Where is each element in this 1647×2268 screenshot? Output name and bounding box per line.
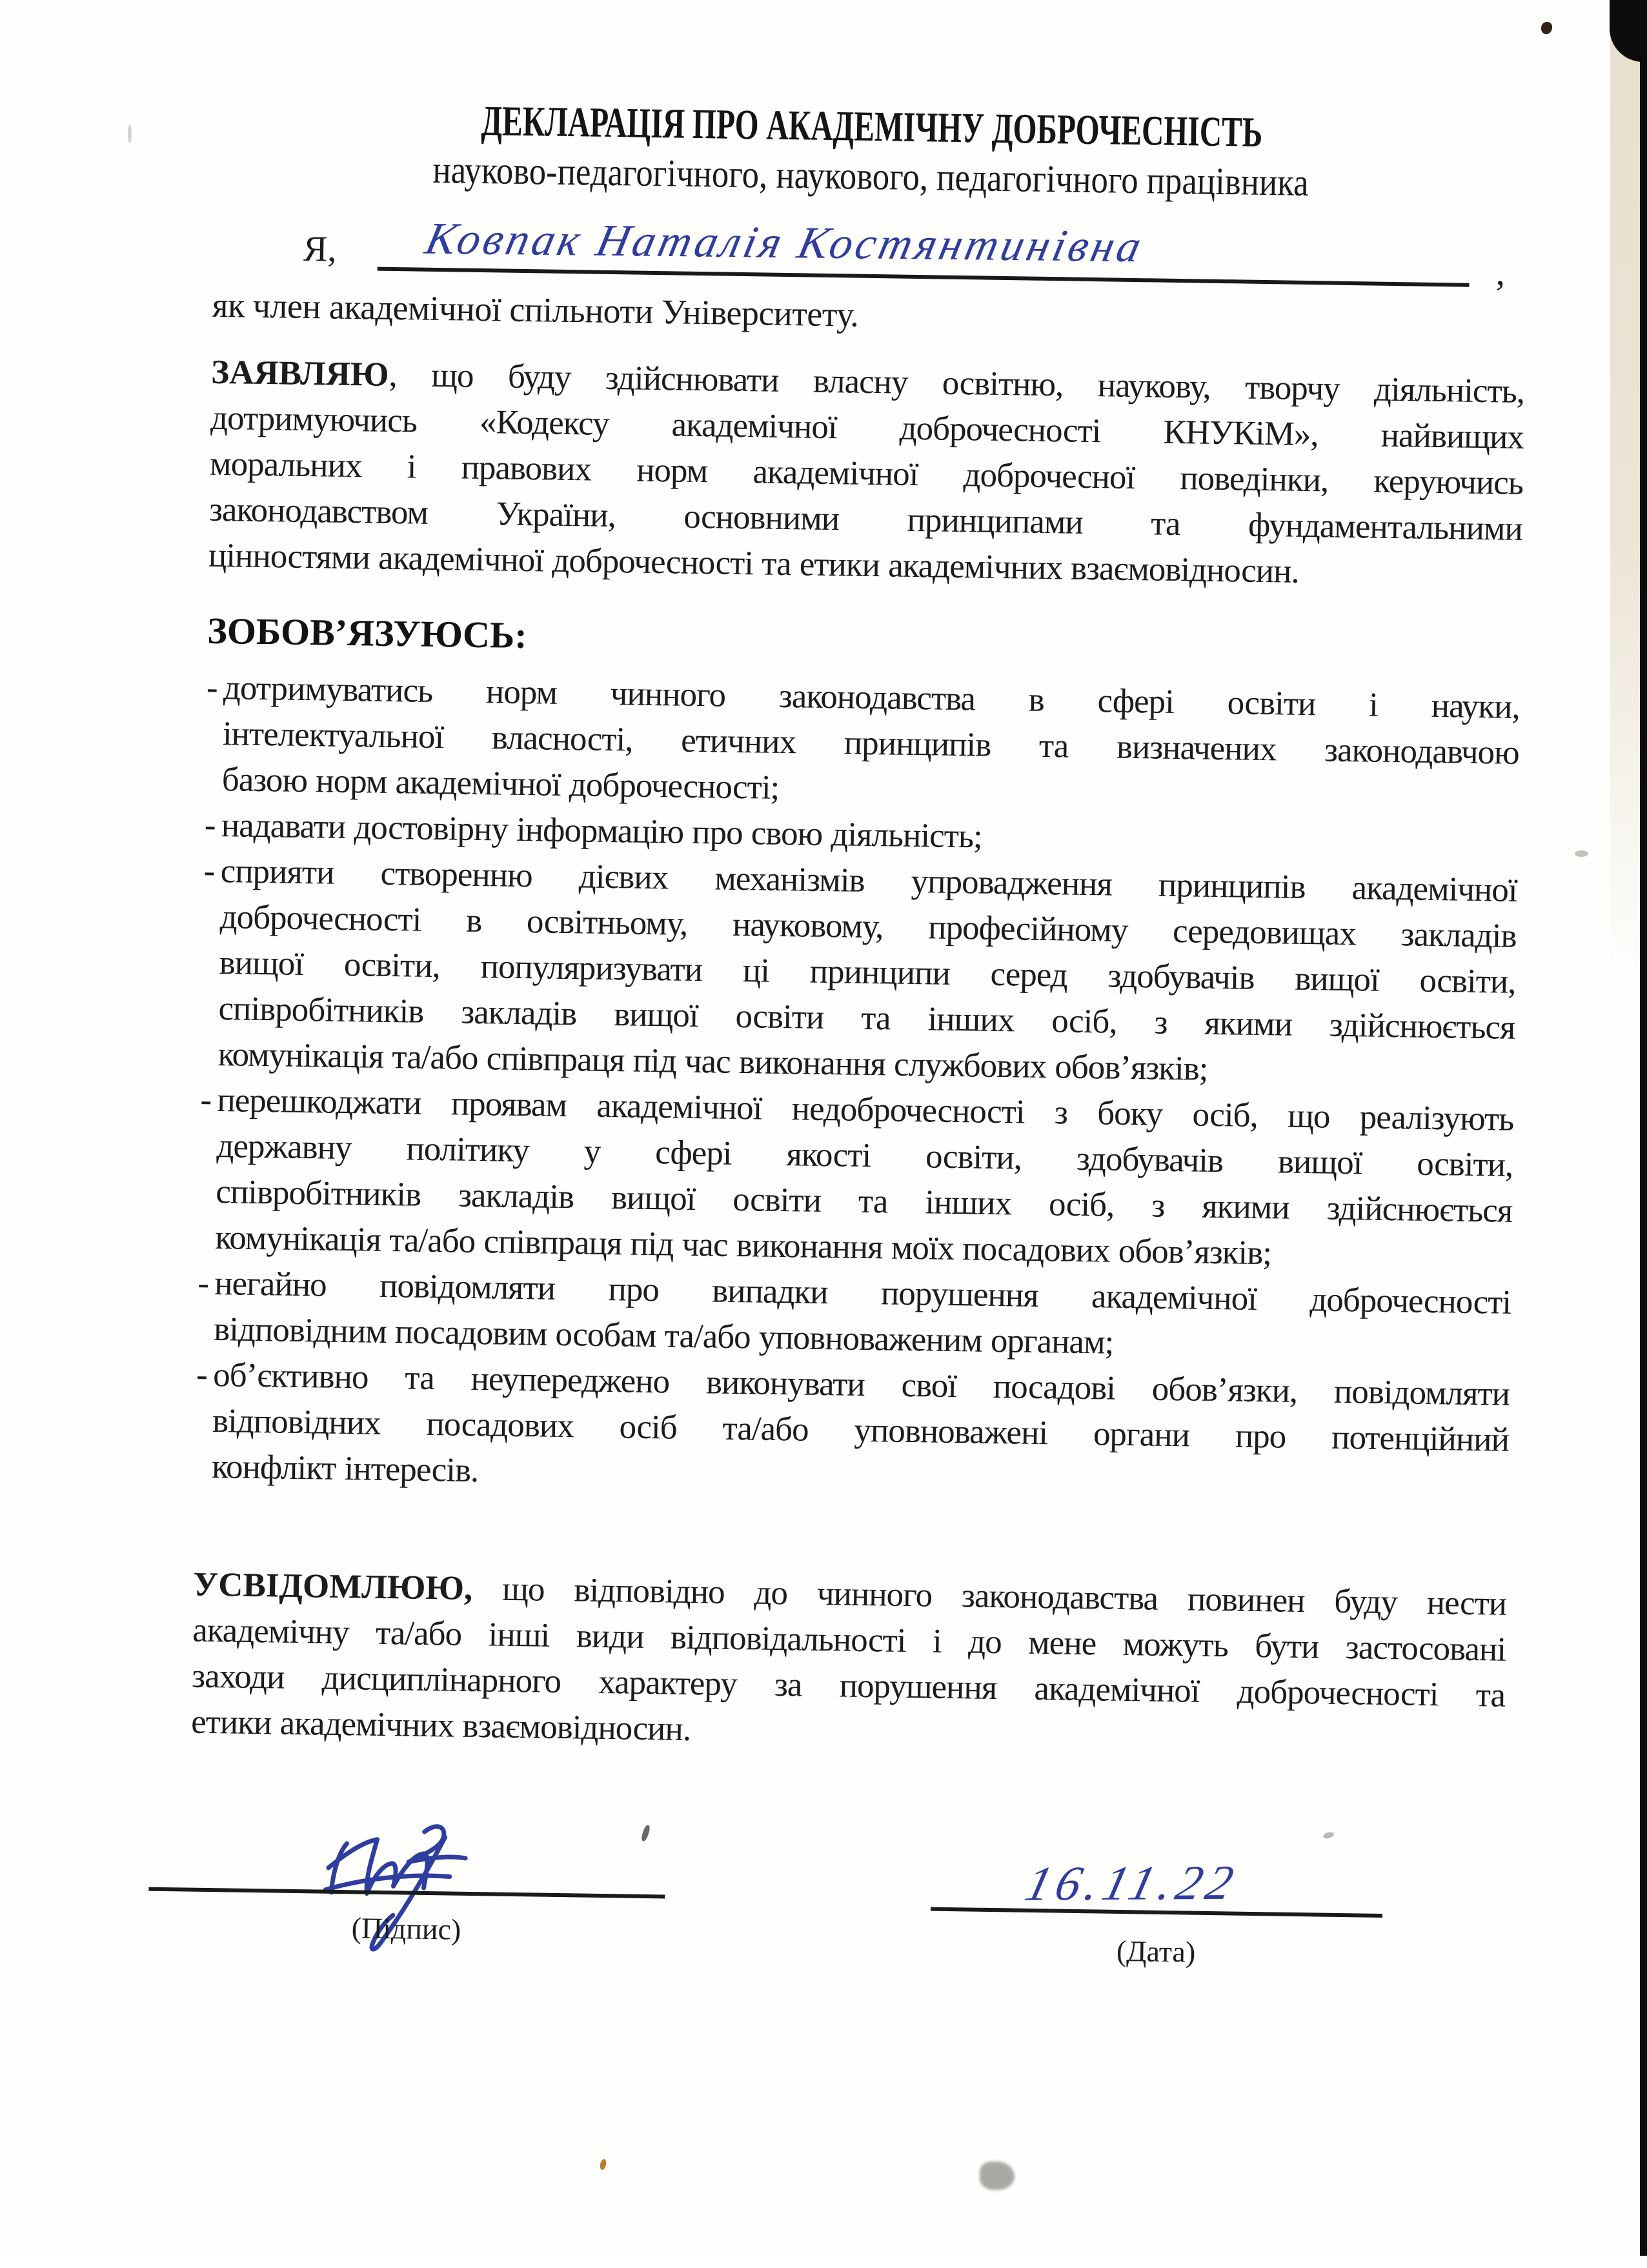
text-line: етики академічних взаємовідносин. (190, 1703, 691, 1749)
text-line: співробітників закладів вищої освіти та інших осіб, з якими здійснюється (218, 990, 1515, 1047)
declare-first-line-rest: , що буду здійснювати власну освітню, наукову, творчу діяльність, (389, 356, 1525, 410)
text-line: відповідних посадових осіб та/або уповноважені органи про потенційний (212, 1402, 1510, 1459)
text-line: конфлікт інтересів. (211, 1447, 479, 1490)
declarant-name-row (213, 213, 1527, 293)
pronoun-label: Я, (303, 228, 337, 270)
text-line: цінностями академічної доброчесності та етики академічних взаємовідносин. (208, 536, 1300, 590)
text-line: інтелектуальної власності, етичних принципів та визначених законодавчою (222, 715, 1520, 772)
obligation-item (201, 848, 1517, 1097)
handwritten-name: Ковпак Наталія Костянтинівна (421, 214, 1149, 272)
text-column (191, 93, 1529, 1765)
text-line: співробітників закладів вищої освіти та інших осіб, з якими здійснюється (215, 1173, 1513, 1230)
obligation-item (205, 665, 1520, 822)
text-line: комунікація та/або співпраця під час виконання моїх посадових обов’язків; (214, 1219, 1272, 1272)
text-line: базою норм академічної доброчесності; (221, 761, 780, 807)
text-line: доброчесності в освітньому, науковому, професійному середовищах закладів (219, 898, 1517, 955)
bullet-dash: - (196, 1356, 208, 1394)
acknowledge-first-line-rest: що відповідно до чинного законодавства повинен буду нести (472, 1570, 1507, 1623)
bullet-dash: - (203, 852, 215, 890)
handwritten-date: 16.11.22 (1020, 1856, 1244, 1911)
text-line: надавати достовірну інформацію про свою діяльність; (221, 807, 983, 856)
date-label: (Дата) (1116, 1934, 1196, 1969)
text-line: академічну та/або інші види відповідальності і до мене можуть бути застосовані (192, 1611, 1506, 1669)
scan-artifact (1575, 850, 1588, 857)
declare-keyword: ЗАЯВЛЯЮ (210, 353, 389, 394)
text-line: відповідним посадовим особам та/або уповноваженим органам; (213, 1310, 1114, 1361)
text-line: вищої освіти, популяризувати ці принципи серед здобувачів вищої освіти, (219, 944, 1516, 1001)
text-line: об’єктивно та неупереджено виконувати свої посадові обов’язки, повідомляти (212, 1356, 1510, 1413)
acknowledge-paragraph (191, 1562, 1507, 1765)
text-line: комунікація та/або співпраця під час виконання службових обов’язків; (217, 1036, 1208, 1088)
scan-page-edge (1610, 0, 1640, 981)
text-line: заходи дисциплінарного характеру за порушення академічної доброчесності та (191, 1657, 1506, 1714)
bullet-dash: - (204, 806, 216, 844)
text-line: негайно повідомляти про випадки порушення академічної доброчесності (214, 1265, 1511, 1321)
obligations-list (195, 665, 1521, 1509)
scan-artifact (980, 2162, 1015, 2190)
bullet-dash: - (197, 1264, 209, 1302)
text-line: перешкоджати проявам академічної недоброчесності з боку осіб, що реалізують (217, 1081, 1514, 1138)
name-line-suffix: , (1495, 251, 1506, 294)
bullet-dash: - (200, 1081, 212, 1119)
text-line: моральних і правових норм академічної доброчесної поведінки, керуючись (209, 445, 1524, 502)
declare-paragraph (208, 350, 1525, 598)
membership-line: як член академічної спільноти Університету. (212, 285, 859, 334)
text-line: державну політику у сфері якості освіти, здобувачів вищої освіти, (216, 1127, 1513, 1184)
text-line: дотримуватись норм чинного законодавства в сфері освіти і науки, (223, 669, 1521, 726)
scan-edge-shadow (1640, 0, 1647, 2256)
text-line: дотримуючись «Кодексу академічної доброчесності КНУКіМ», найвищих (210, 399, 1524, 456)
page-subtitle-text: науково-педагогічного, наукового, педагогічного працівника (432, 148, 1309, 204)
obligation-item (195, 1352, 1510, 1509)
obligations-heading: ЗОБОВ’ЯЗУЮСЬ: (207, 609, 528, 657)
text-line: законодавством України, основними принципами та фундаментальними (208, 490, 1523, 548)
scan-artifact (128, 125, 132, 143)
obligation-item (198, 1078, 1514, 1280)
page-title-text: ДЕКЛАРАЦІЯ ПРО АКАДЕМІЧНУ ДОБРОЧЕСНІСТЬ (480, 97, 1263, 156)
bullet-dash: - (206, 668, 218, 707)
acknowledge-keyword: УСВІДОМЛЮЮ, (192, 1565, 473, 1608)
signature-label: (Підпис) (351, 1911, 461, 1946)
text-line: сприяти створенню дієвих механізмів упровадження принципів академічної (220, 852, 1518, 909)
